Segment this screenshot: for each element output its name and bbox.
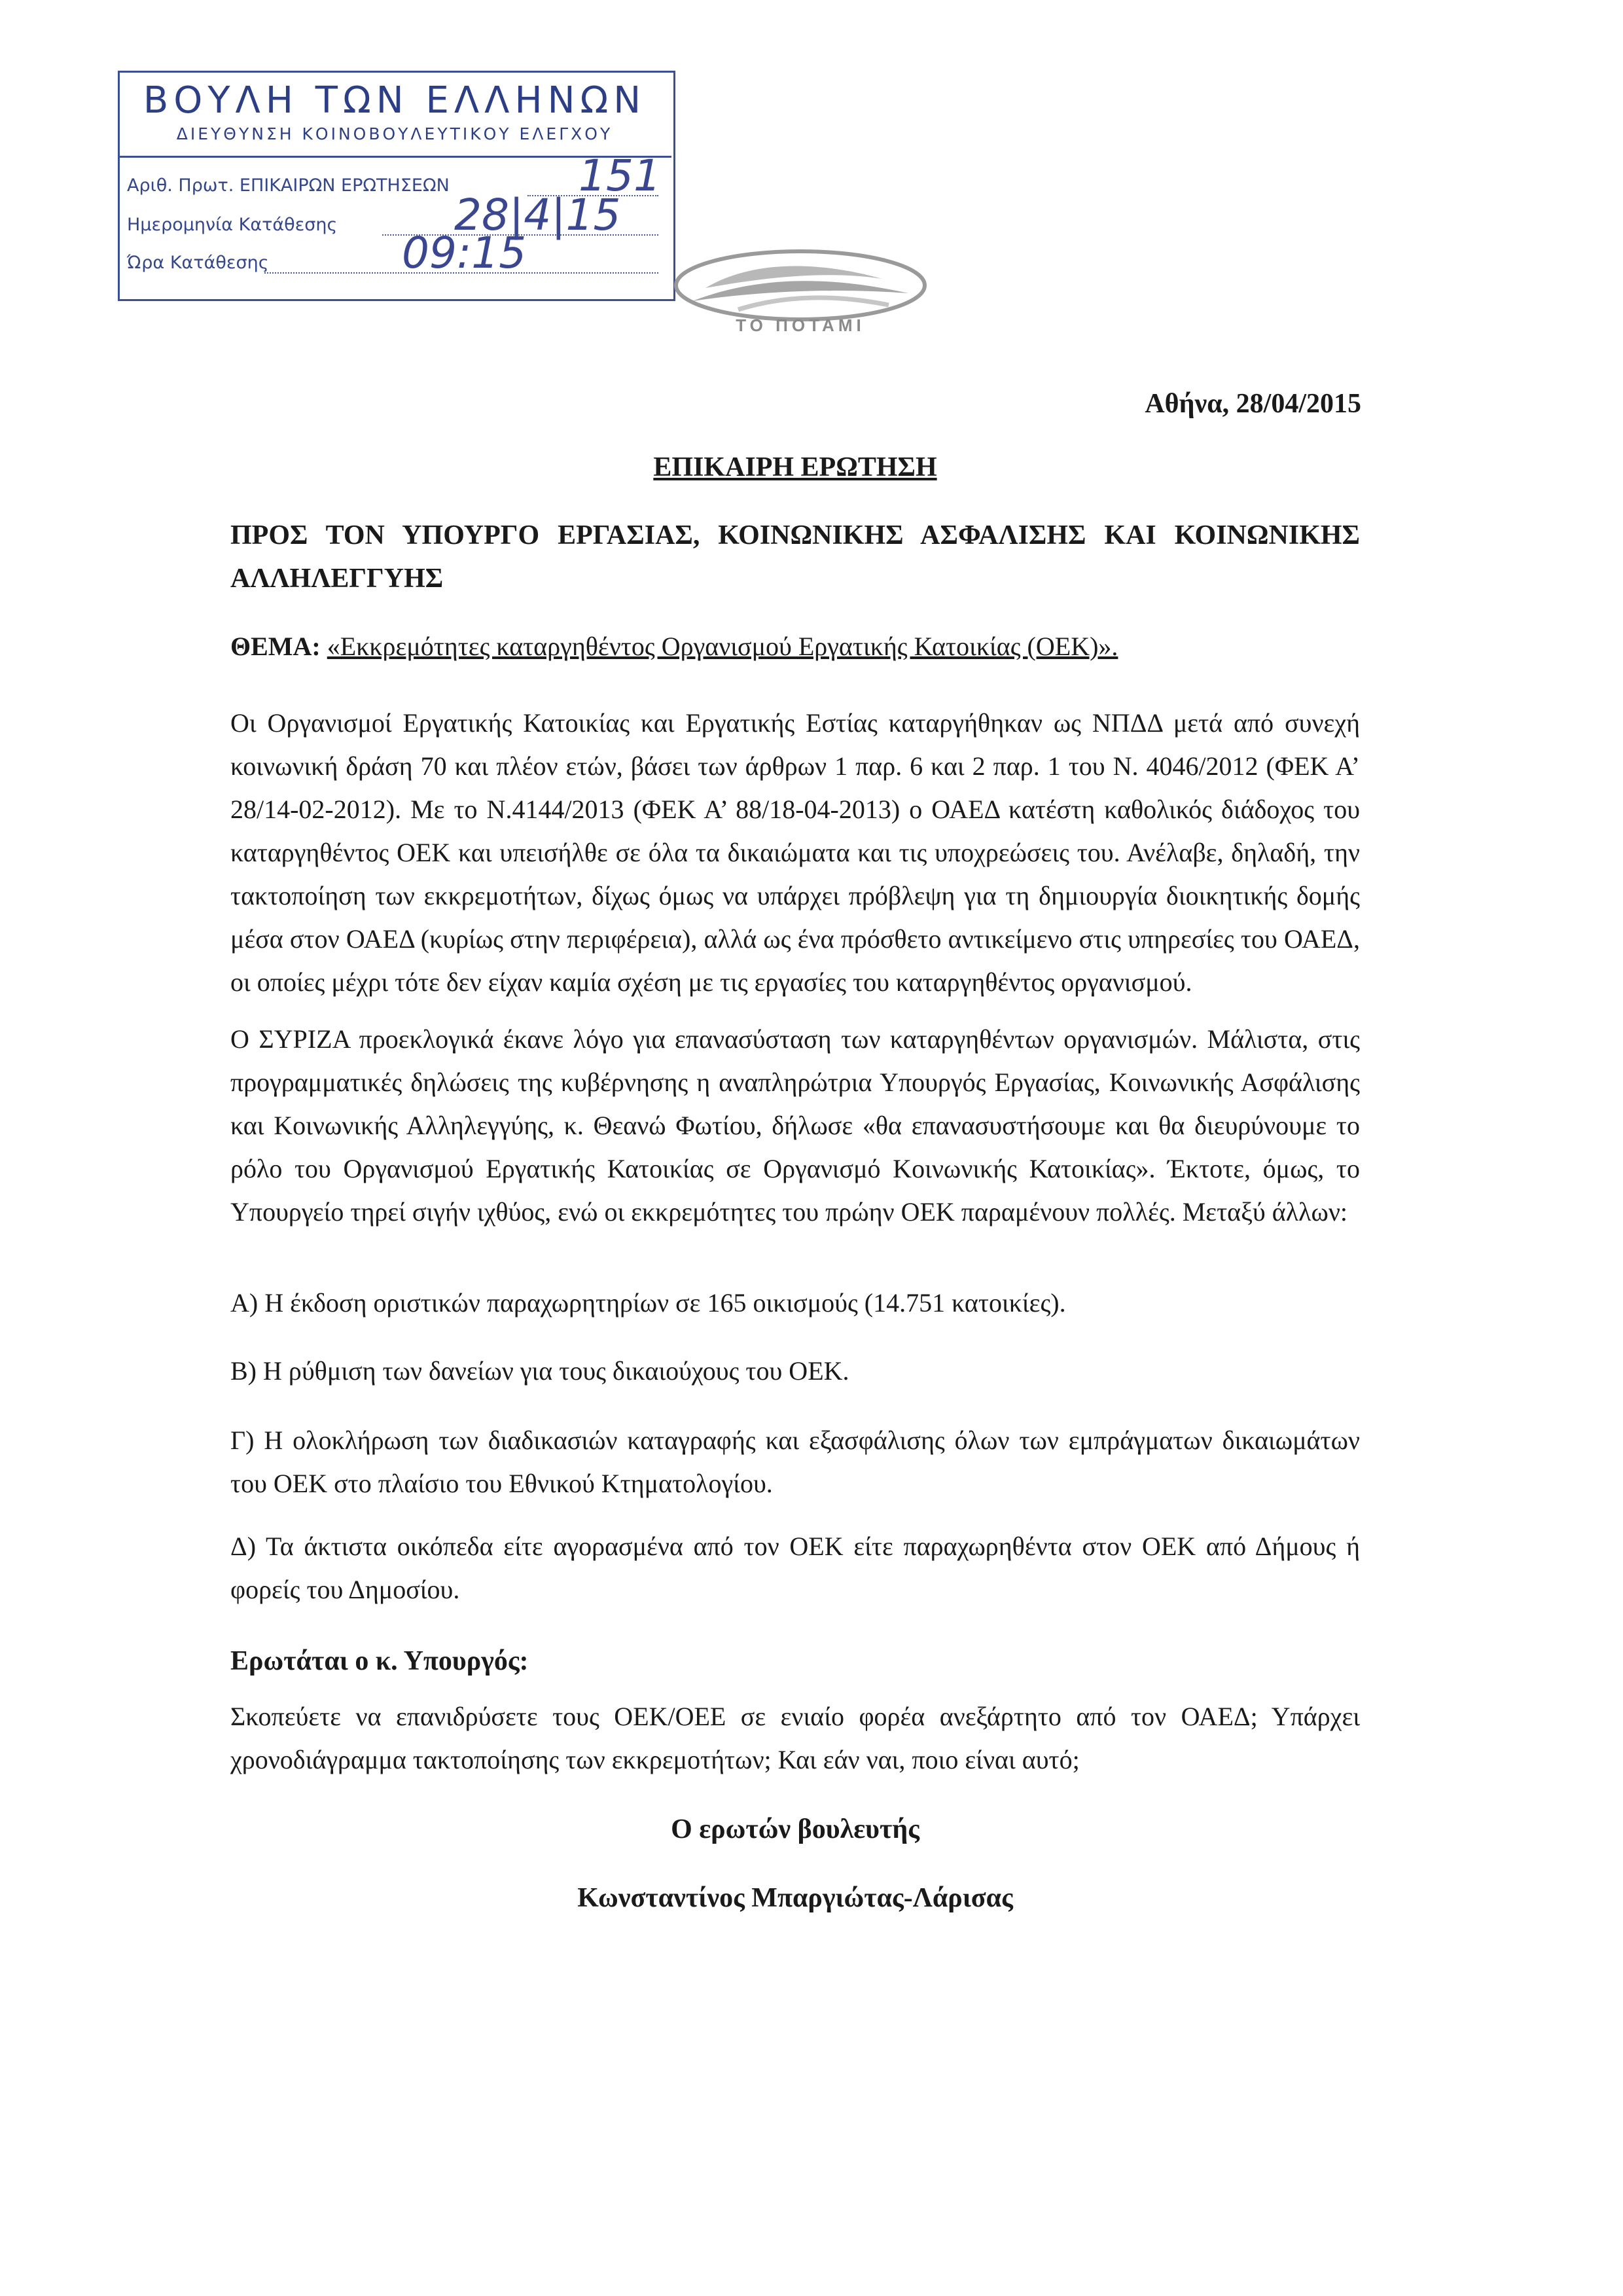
paragraph-context: Ο ΣΥΡΙΖΑ προεκλογικά έκανε λόγο για επανασύσταση των καταργηθέντων οργανισμών. Μάλιστα, στις προγραμματικές δηλώσεις της κυβέρνησης η αναπληρώτρια Υπουργός Εργασίας, Κοινωνικής Ασφάλισης και Κοινωνικής Αλληλεγγύης, κ. Θεανώ Φωτίου, δήλωσε «θα επανασυστήσουμε και θα διευρύνουμε το ρόλο του Οργανισμού Εργατικής Κατοικίας σε Οργανισμό Κοινωνικής Κατοικίας». Έκτοτε, όμως, το Υπουργείο τηρεί σιγήν ιχθύος, ενώ οι εκκρεμότητες του πρώην ΟΕΚ παραμένουν πολλές. Μεταξύ άλλων: bbox=[230, 1024, 1360, 1227]
list-item: Α) Η έκδοση οριστικών παραχωρητηρίων σε 165 οικισμούς (14.751 κατοικίες). bbox=[230, 1288, 1066, 1318]
question-heading: Ερωτάται ο κ. Υπουργός: bbox=[230, 1646, 529, 1676]
paragraph-background: Οι Οργανισμοί Εργατικής Κατοικίας και Εργατικής Εστίας καταργήθηκαν ως ΝΠΔΔ μετά από συνεχή κοινωνική δράση 70 και πλέον ετών, βάσει των άρθρων 1 παρ. 6 και 2 παρ. 1 του Ν. 4046/2012 (ΦΕΚ Α’ 28/14-02-2012). Με το Ν.4144/2013 (ΦΕΚ Α’ 88/18-04-2013) ο ΟΑΕΔ κατέστη καθολικός διάδοχος του καταργηθέντος ΟΕΚ και υπεισήλθε σε όλα τα δικαιώματα και τις υποχρεώσεις του. Ανέλαβε, δηλαδή, την τακτοποίηση των εκκρεμοτήτων, δίχως όμως να υπάρχει πρόβλεψη για τη δημιουργία διοικητικής δομής μέσα στον ΟΑΕΔ (κυρίως στην περιφέρεια), αλλά ως ένα πρόσθετο αντικείμενο στις υπηρεσίες του ΟΑΕΔ, οι οποίες μέχρι τότε δεν είχαν καμία σχέση με τις εργασίες του καταργηθέντος οργανισμού. bbox=[230, 708, 1360, 997]
question-text: Σκοπεύετε να επανιδρύσετε τους ΟΕΚ/ΟΕΕ σε ενιαίο φορέα ανεξάρτητο από τον ΟΑΕΔ; Υπάρχει χρονοδιάγραμμα τακτοποίησης των εκκρεμοτήτων; Και εάν ναι, ποιο είναι αυτό; bbox=[230, 1702, 1360, 1774]
document-title: ΕΠΙΚΑΙΡΗ ΕΡΩΤΗΣΗ bbox=[653, 452, 937, 482]
list-item: Δ) Τα άκτιστα οικόπεδα είτε αγορασμένα από τον ΟΕΚ είτε παραχωρηθέντα στον ΟΕΚ από Δήμους ή φορείς του Δημοσίου. bbox=[230, 1532, 1360, 1604]
stamp-number-value: 151 bbox=[579, 151, 661, 201]
stamp-number-label: Αριθ. Πρωτ. ΕΠΙΚΑΙΡΩΝ ΕΡΩΤΗΣΕΩΝ bbox=[127, 175, 450, 196]
list-item: Γ) Η ολοκλήρωση των διαδικασιών καταγραφής και εξασφάλισης όλων των εμπράγματων δικαιωμάτων του ΟΕΚ στο πλαίσιο του Εθνικού Κτηματολογίου. bbox=[230, 1426, 1360, 1498]
party-logo bbox=[666, 247, 935, 336]
stamp-time-label: Ώρα Κατάθεσης bbox=[127, 253, 269, 273]
stamp-time-value: 09:15 bbox=[402, 228, 527, 278]
signature-name: Κωνσταντίνος Μπαργιώτας-Λάρισας bbox=[577, 1883, 1013, 1913]
signature-title: Ο ερωτών βουλευτής bbox=[671, 1814, 919, 1844]
stamp-date-row bbox=[127, 190, 664, 246]
stamp-date-value: 28|4|15 bbox=[454, 190, 621, 240]
stamp-title: ΒΟΥΛΗ ΤΩΝ ΕΛΛΗΝΩΝ bbox=[143, 79, 647, 122]
subject-text: «Εκκρεμότητες καταργηθέντος Οργανισμού Εργατικής Κατοικίας (ΟΕΚ)». bbox=[327, 632, 1118, 661]
list-item: Β) Η ρύθμιση των δανείων για τους δικαιούχους του ΟΕΚ. bbox=[230, 1356, 849, 1386]
stamp-header bbox=[118, 71, 671, 158]
party-logo-graphic bbox=[666, 247, 935, 336]
party-logo-text: ΤΟ ΠΟΤΑΜΙ bbox=[736, 315, 865, 335]
parliament-stamp bbox=[118, 71, 674, 300]
document-date: Αθήνα, 28/04/2015 bbox=[1145, 389, 1361, 419]
stamp-subtitle: ΔΙΕΥΘΥΝΣΗ ΚΟΙΝΟΒΟΥΛΕΥΤΙΚΟΥ ΕΛΕΓΧΟΥ bbox=[176, 124, 613, 143]
recipient: ΠΡΟΣ ΤΟΝ ΥΠΟΥΡΓΟ ΕΡΓΑΣΙΑΣ, ΚΟΙΝΩΝΙΚΗΣ ΑΣΦΑΛΙΣΗΣ ΚΑΙ ΚΟΙΝΩΝΙΚΗΣ ΑΛΛΗΛΕΓΓΥΗΣ bbox=[230, 520, 1360, 594]
stamp-date-label: Ημερομηνία Κατάθεσης bbox=[127, 215, 338, 235]
subject-label: ΘΕΜΑ: bbox=[230, 632, 321, 661]
stamp-time-row bbox=[127, 228, 664, 284]
subject-line bbox=[230, 625, 1360, 668]
